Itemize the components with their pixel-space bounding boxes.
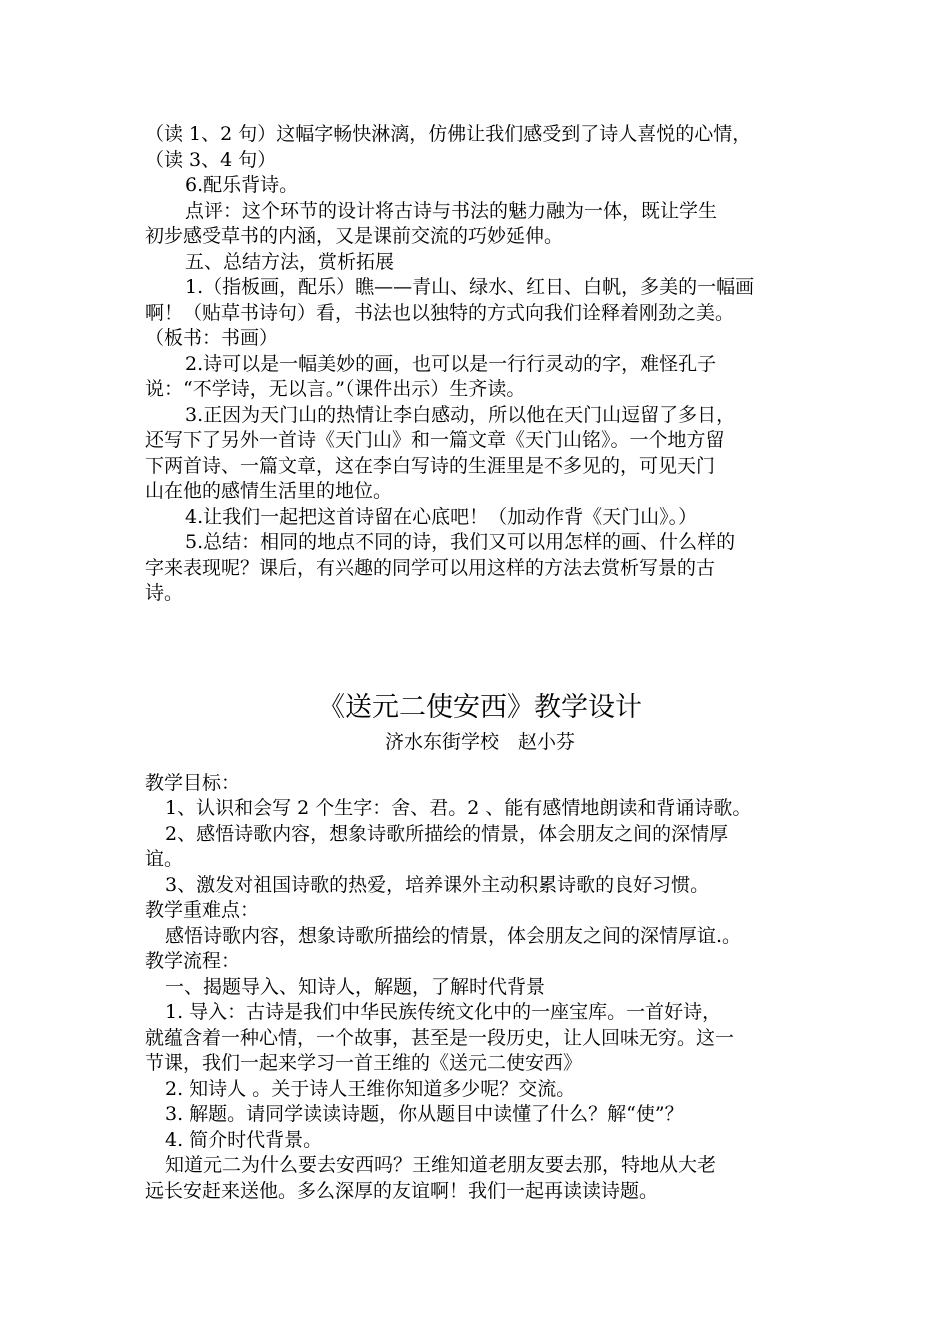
document-page [145, 122, 815, 1204]
paragraph-line: 感悟诗歌内容，想象诗歌所描绘的情景，体会朋友之间的深情厚谊.。 [165, 924, 742, 947]
paragraph-line: 点评：这个环节的设计将古诗与书法的魅力融为一体，既让学生 [185, 199, 718, 222]
paragraph-line: 山在他的感情生活里的地位。 [145, 480, 393, 502]
section-previous-lesson [145, 122, 815, 607]
paragraph-line: 1.（指板画，配乐）瞧——青山、绿水、红日、白帆，多美的一幅画 [185, 276, 755, 298]
paragraph-line: 1. 导入：古诗是我们中华民族传统文化中的一座宝库。一首好诗， [165, 1001, 722, 1023]
paragraph-line: 远长安赶来送他。多么深厚的友谊啊！我们一起再读读诗题。 [145, 1179, 659, 1202]
paragraph-line: 一、揭题导入、知诗人，解题，了解时代背景 [165, 975, 546, 998]
paragraph-line: 2、感悟诗歌内容，想象诗歌所描绘的情景，体会朋友之间的深情厚 [165, 822, 729, 845]
section-heading: 教学重难点： [145, 899, 260, 921]
paragraph-line: 字来表现呢？课后，有兴趣的同学可以用这样的方法去赏析写景的古 [145, 556, 716, 579]
paragraph-line: 2. 知诗人 。关于诗人王维你知道多少呢？交流。 [165, 1077, 576, 1100]
paragraph-line: 知道元二为什么要去安西吗？王维知道老朋友要去那，特地从大老 [165, 1154, 717, 1176]
paragraph-line: 3、激发对祖国诗歌的热爱，培养课外主动积累诗歌的良好习惯。 [165, 873, 710, 896]
section-heading: 五、总结方法，赏析拓展 [185, 250, 395, 273]
paragraph-line: 还写下了另外一首诗《天门山》和一篇文章《天门山铭》。一个地方留 [145, 429, 725, 451]
paragraph-line: 就蕴含着一种心情，一个故事，甚至是一段历史，让人回味无穷。这一 [145, 1026, 735, 1049]
paragraph-line: （读 1、2 句）这幅字畅快淋漓，仿佛让我们感受到了诗人喜悦的心情， [145, 123, 752, 145]
paragraph-line: 初步感受草书的内涵，又是课前交流的巧妙延伸。 [145, 225, 564, 247]
paragraph-line: 3.正因为天门山的热情让李白感动，所以他在天门山逗留了多日， [185, 403, 736, 426]
paragraph-line: （读 3、4 句） [145, 148, 277, 171]
section-heading: 教学目标： [145, 771, 241, 794]
paragraph-line: 下两首诗、一篇文章，这在李白写诗的生涯里是不多见的，可见天门 [145, 454, 716, 477]
paragraph-line: 4. 简介时代背景。 [165, 1128, 323, 1151]
paragraph-line: 说：“不学诗，无以言。”（课件出示）生齐读。 [145, 378, 526, 400]
paragraph-line: 节课，我们一起来学习一首王维的《送元二使安西》 [145, 1052, 583, 1074]
document-author: 济水东街学校 赵小芬 [384, 730, 575, 753]
section-lesson-plan [145, 689, 815, 1205]
paragraph-line: 1、认识和会写 2 个生字：舍、君。2 、能有感情地朗读和背诵诗歌。 [165, 797, 752, 819]
paragraph-line: 5.总结：相同的地点不同的诗，我们又可以用怎样的画、什么样的 [185, 531, 736, 553]
paragraph-line: 3. 解题。请同学读读诗题，你从题目中读懂了什么？解“使”？ [165, 1103, 684, 1125]
section-heading: 教学流程： [145, 950, 241, 972]
paragraph-line: （板书：书画） [145, 327, 279, 349]
section-spacer [145, 607, 815, 689]
paragraph-line: 6.配乐背诗。 [185, 174, 299, 196]
paragraph-line: 谊。 [145, 848, 184, 870]
paragraph-line: 诗。 [145, 582, 184, 604]
paragraph-line: 啊！（贴草书诗句）看，书法也以独特的方式向我们诠释着刚劲之美。 [145, 301, 735, 324]
paragraph-line: 2.诗可以是一幅美妙的画，也可以是一行行灵动的字，难怪孔子 [185, 352, 717, 375]
document-title: 《送元二使安西》教学设计 [318, 691, 642, 723]
paragraph-line: 4.让我们一起把这首诗留在心底吧！（加动作背《天门山》。） [185, 505, 698, 528]
